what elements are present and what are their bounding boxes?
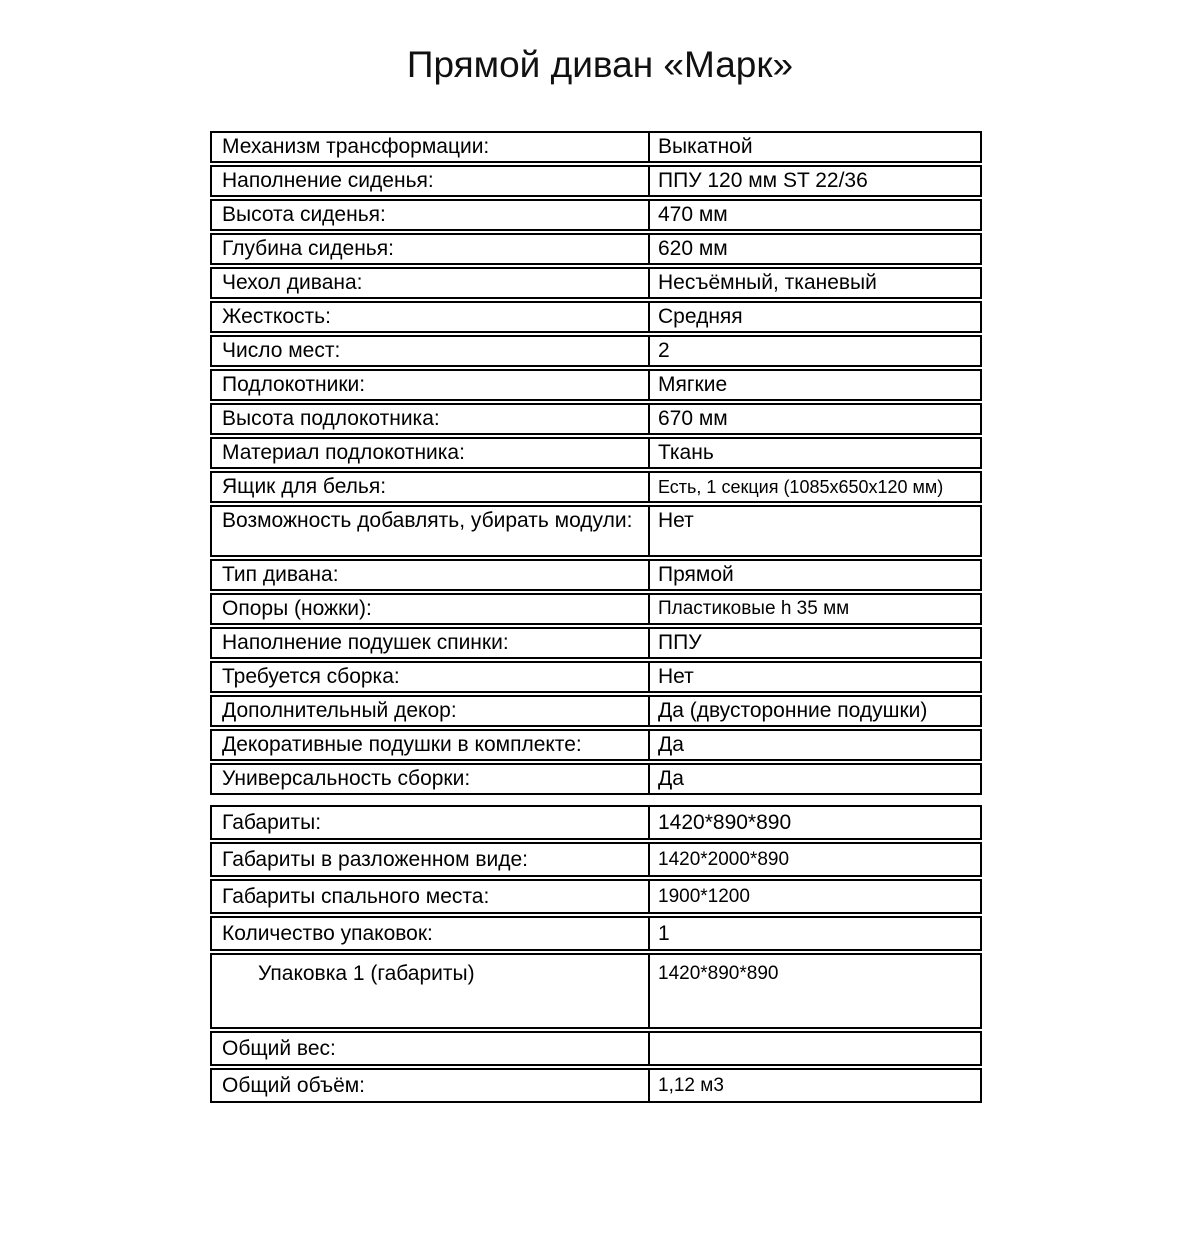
dimension-label: Количество упаковок: [210, 916, 648, 951]
spec-value: 620 мм [648, 233, 982, 265]
spec-value: Нет [648, 661, 982, 693]
spec-value: ППУ [648, 627, 982, 659]
spec-row [210, 505, 982, 557]
spec-value: Да (двусторонние подушки) [648, 695, 982, 727]
spec-value: ППУ 120 мм ST 22/36 [648, 165, 982, 197]
spec-label: Высота сиденья: [210, 199, 648, 231]
spec-row [210, 763, 982, 795]
spec-label: Высота подлокотника: [210, 403, 648, 435]
spec-row [210, 301, 982, 333]
spec-label: Механизм трансформации: [210, 131, 648, 163]
spec-label: Универсальность сборки: [210, 763, 648, 795]
spec-value: Выкатной [648, 131, 982, 163]
spec-row [210, 627, 982, 659]
dimension-row [210, 1068, 982, 1103]
spec-row [210, 593, 982, 625]
dimension-label: Общий вес: [210, 1031, 648, 1066]
spec-label: Декоративные подушки в комплекте: [210, 729, 648, 761]
dimension-row [210, 1031, 982, 1066]
spec-row [210, 131, 982, 163]
specs-table [210, 129, 982, 797]
spec-value: Ткань [648, 437, 982, 469]
dimension-value [648, 1031, 982, 1066]
dimension-value: 1,12 м3 [648, 1068, 982, 1103]
dimension-row [210, 916, 982, 951]
dimension-row [210, 805, 982, 840]
tables-container [210, 129, 982, 1105]
dimensions-table [210, 803, 982, 1105]
dimension-value: 1 [648, 916, 982, 951]
spec-row [210, 199, 982, 231]
dimension-value: 1420*890*890 [648, 953, 982, 1029]
spec-row [210, 267, 982, 299]
spec-value: Средняя [648, 301, 982, 333]
dimension-label: Габариты в разложенном виде: [210, 842, 648, 877]
spec-value: Мягкие [648, 369, 982, 401]
spec-label: Тип дивана: [210, 559, 648, 591]
spec-value: 2 [648, 335, 982, 367]
dimension-label: Упаковка 1 (габариты) [210, 953, 648, 1029]
spec-value: Да [648, 729, 982, 761]
spec-row [210, 729, 982, 761]
spec-row [210, 369, 982, 401]
page-title: Прямой диван «Марк» [406, 44, 794, 85]
dimension-label: Габариты спального места: [210, 879, 648, 914]
spec-row [210, 471, 982, 503]
spec-label: Ящик для белья: [210, 471, 648, 503]
spec-label: Возможность добавлять, убирать модули: [210, 505, 648, 557]
spec-value: Несъёмный, тканевый [648, 267, 982, 299]
spec-label: Наполнение подушек спинки: [210, 627, 648, 659]
spec-row [210, 335, 982, 367]
spec-row [210, 559, 982, 591]
dimension-label: Общий объём: [210, 1068, 648, 1103]
spec-label: Дополнительный декор: [210, 695, 648, 727]
spec-sheet-page [0, 44, 1200, 1244]
spec-label: Чехол дивана: [210, 267, 648, 299]
spec-value: 670 мм [648, 403, 982, 435]
spec-label: Глубина сиденья: [210, 233, 648, 265]
spec-value: Прямой [648, 559, 982, 591]
spec-row [210, 233, 982, 265]
dimension-value: 1420*2000*890 [648, 842, 982, 877]
spec-label: Наполнение сиденья: [210, 165, 648, 197]
spec-value: Пластиковые h 35 мм [648, 593, 982, 625]
spec-label: Требуется сборка: [210, 661, 648, 693]
spec-label: Подлокотники: [210, 369, 648, 401]
dimension-value: 1420*890*890 [648, 805, 982, 840]
spec-row [210, 165, 982, 197]
spec-label: Материал подлокотника: [210, 437, 648, 469]
spec-value: Да [648, 763, 982, 795]
spec-row [210, 661, 982, 693]
dimension-value: 1900*1200 [648, 879, 982, 914]
spec-row [210, 403, 982, 435]
dimension-row [210, 842, 982, 877]
spec-row [210, 695, 982, 727]
spec-label: Жесткость: [210, 301, 648, 333]
spec-value: 470 мм [648, 199, 982, 231]
spec-value: Нет [648, 505, 982, 557]
dimension-label: Габариты: [210, 805, 648, 840]
dimension-row [210, 953, 982, 1029]
dimension-row [210, 879, 982, 914]
spec-label: Опоры (ножки): [210, 593, 648, 625]
spec-row [210, 437, 982, 469]
spec-value: Есть, 1 секция (1085x650x120 мм) [648, 471, 982, 503]
spec-label: Число мест: [210, 335, 648, 367]
